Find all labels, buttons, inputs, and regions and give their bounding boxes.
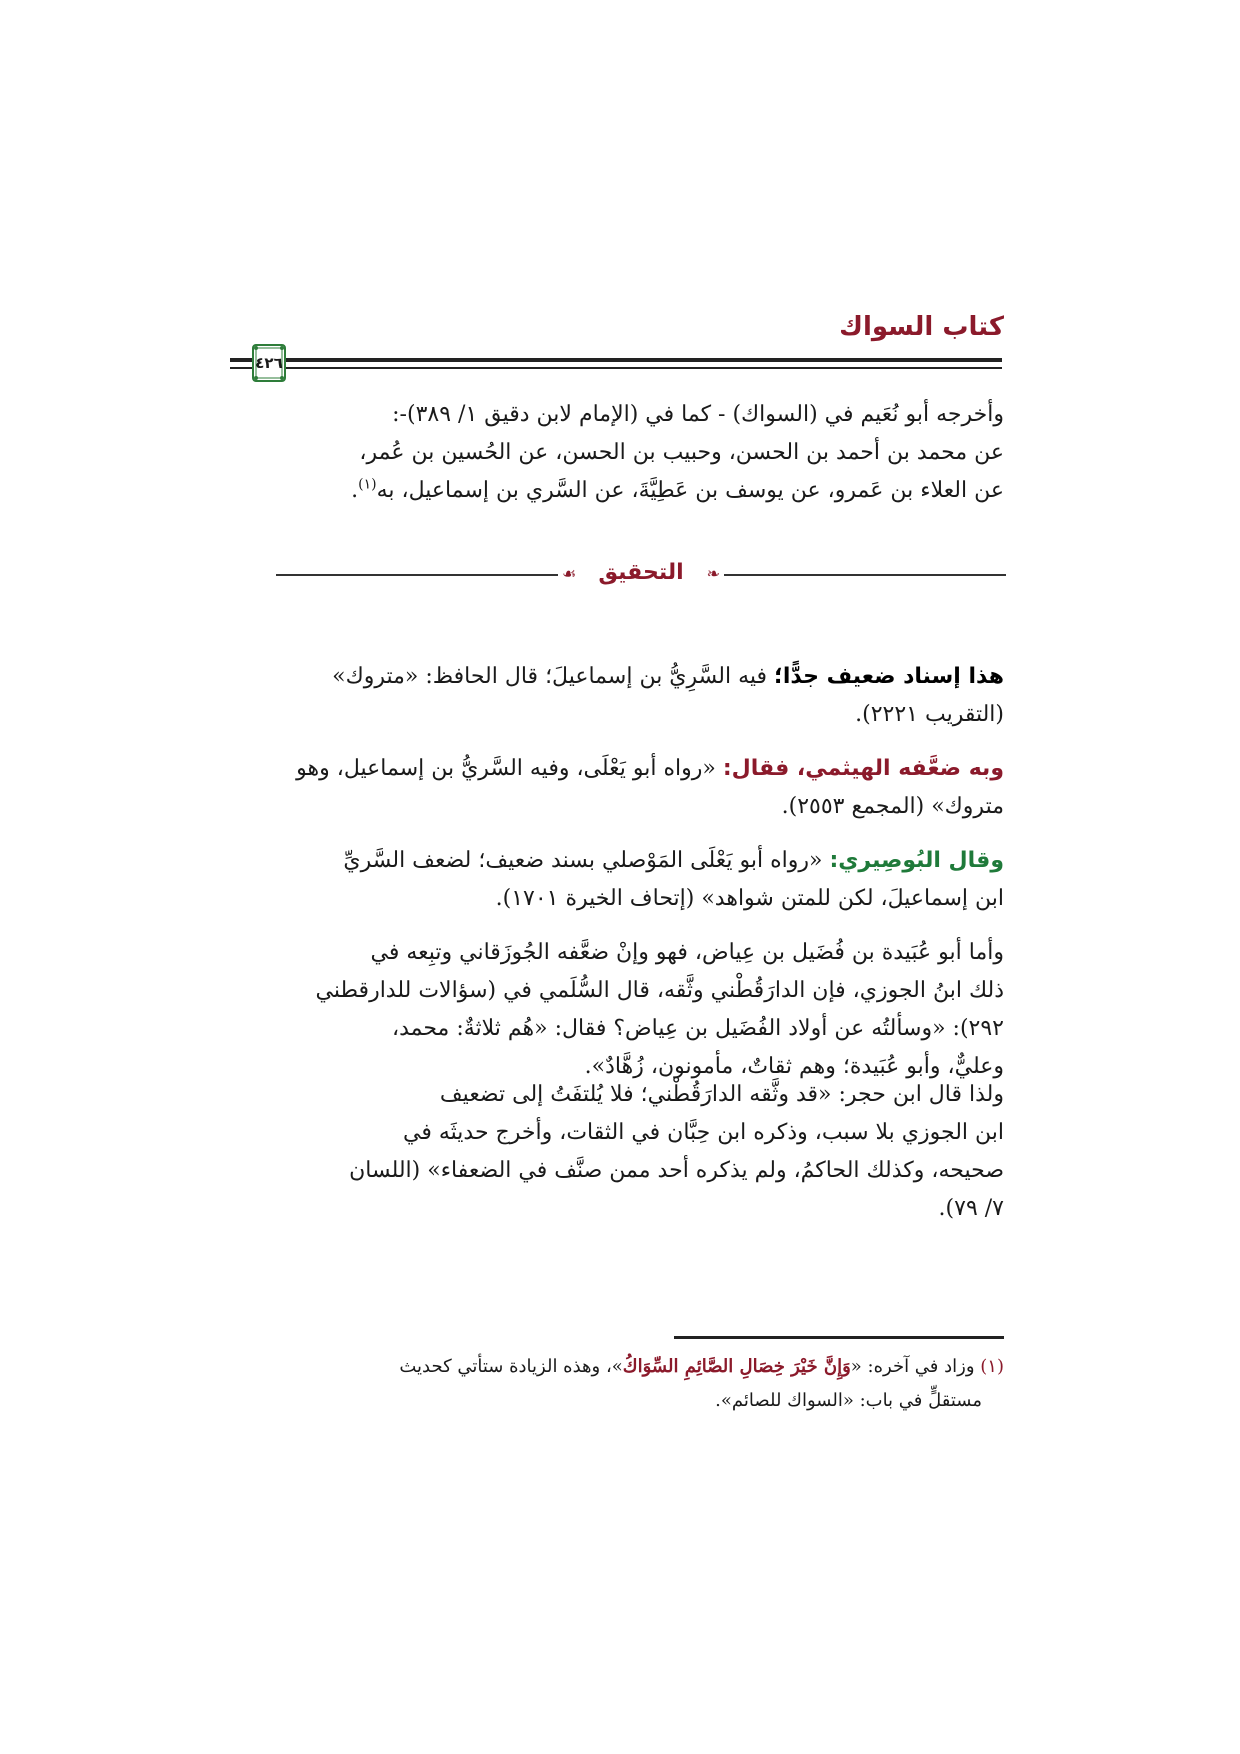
footnote-separator [674,1336,1004,1339]
page-number-badge [252,344,286,382]
text-line [236,842,1004,880]
header-rule-thick [286,358,1002,362]
text-line-content: «رواه أبو يَعْلَى المَوْصلي بسند ضعيف؛ لضعف السَّريِّ [343,848,830,873]
header-rule-left-thick [230,358,254,362]
paragraph-takhrij [236,396,1004,510]
section-heading: التحقيق [598,560,684,585]
page-number: ٤٢٦ [255,354,283,372]
text-line: ٧/ ٧٩). [938,1196,1004,1221]
text-line: صحيحه، وكذلك الحاكمُ، ولم يذكره أحد ممن صنَّف في الضعفاء» (اللسان [349,1158,1004,1183]
text-line: (التقريب ٢٢٢١). [855,702,1004,727]
footnote-number: (١) [980,1356,1004,1377]
paragraph-ibn-hajar [236,1076,1004,1228]
text-line: ابن الجوزي بلا سبب، وذكره ابن حِبَّان في الثقات، وأخرج حديثَه في [403,1120,1004,1145]
footnote-text: وزاد في آخره: « [850,1356,981,1377]
text-line: وأما أبو عُبَيدة بن فُضَيل بن عِياض، فهو وإنْ ضعَّفه الجُوزَقاني وتبِعه في [370,940,1004,965]
section-divider [276,560,1006,590]
text-line-content: «رواه أبو يَعْلَى، وفيه السَّريُّ بن إسماعيل، وهو [296,756,723,781]
divider-line-left [276,574,558,576]
footnote-line: مستقلٍّ في باب: «السواك للصائم». [715,1390,982,1411]
text-line [236,750,1004,788]
footnote [236,1350,1004,1418]
text-line: وعليٌّ، وأبو عُبَيدة؛ وهم ثقاتٌ، مأمونون، زُهَّادٌ». [584,1054,1004,1079]
text-line-content: عن العلاء بن عَمرو، عن يوسف بن عَطِيَّةَ، عن السَّري بن إسماعيل، به [376,478,1004,503]
footnote-reference[interactable]: (١) [358,476,377,493]
text-line-content: فيه السَّرِيُّ بن إسماعيلَ؛ قال الحافظ: «متروك» [332,664,775,689]
text-line: وأخرجه أبو نُعَيم في (السواك) - كما في (الإمام لابن دقيق ١/ ٣٨٩)-: [392,402,1004,427]
text-line: ذلك ابنُ الجوزي، فإن الدارَقُطْني وثَّقه، قال السُّلَمي في (سؤالات للدارقطني [315,978,1004,1003]
text-line [236,658,1004,696]
paragraph-busiri [236,842,1004,918]
book-title: كتاب السواك [839,312,1004,342]
text-line: ولذا قال ابن حجر: «قد وثَّقه الدارَقُطْني؛ فلا يُلتفَتُ إلى تضعيف [439,1082,1004,1107]
divider-ornament-left-icon: ☙ [562,564,577,583]
divider-ornament-right-icon: ❧ [706,564,720,583]
paragraph-abu-ubayda [236,934,1004,1086]
paragraph-lead: وقال البُوصِيري: [829,848,1004,873]
header-rule-left-thin [230,367,254,369]
text-line [236,472,1004,510]
sentence-end: . [351,478,359,503]
paragraph-isnad-grade [236,658,1004,734]
text-line: عن محمد بن أحمد بن الحسن، وحبيب بن الحسن، عن الحُسين بن عُمر، [359,440,1004,465]
text-line: متروك» (المجمع ٢٥٥٣). [781,794,1004,819]
header-rule-thin [286,367,1002,369]
footnote-text: »، وهذه الزيادة ستأتي كحديث [399,1356,623,1377]
paragraph-lead: هذا إسناد ضعيف جدًّا؛ [774,664,1004,689]
text-line: ابن إسماعيلَ، لكن للمتن شواهد» (إتحاف الخيرة ١٧٠١). [495,886,1004,911]
text-line: ٢٩٢): «وسألتُه عن أولاد الفُضَيل بن عِياض؟ فقال: «هُم ثلاثةٌ: محمد، [391,1016,1004,1041]
paragraph-haythami [236,750,1004,826]
footnote-line [236,1350,1004,1384]
footnote-hadith: وَإِنَّ خَيْرَ خِصَالِ الصَّائِمِ السِّوَاكُ [622,1356,851,1377]
paragraph-lead: وبه ضعَّفه الهيثمي، فقال: [722,756,1004,781]
